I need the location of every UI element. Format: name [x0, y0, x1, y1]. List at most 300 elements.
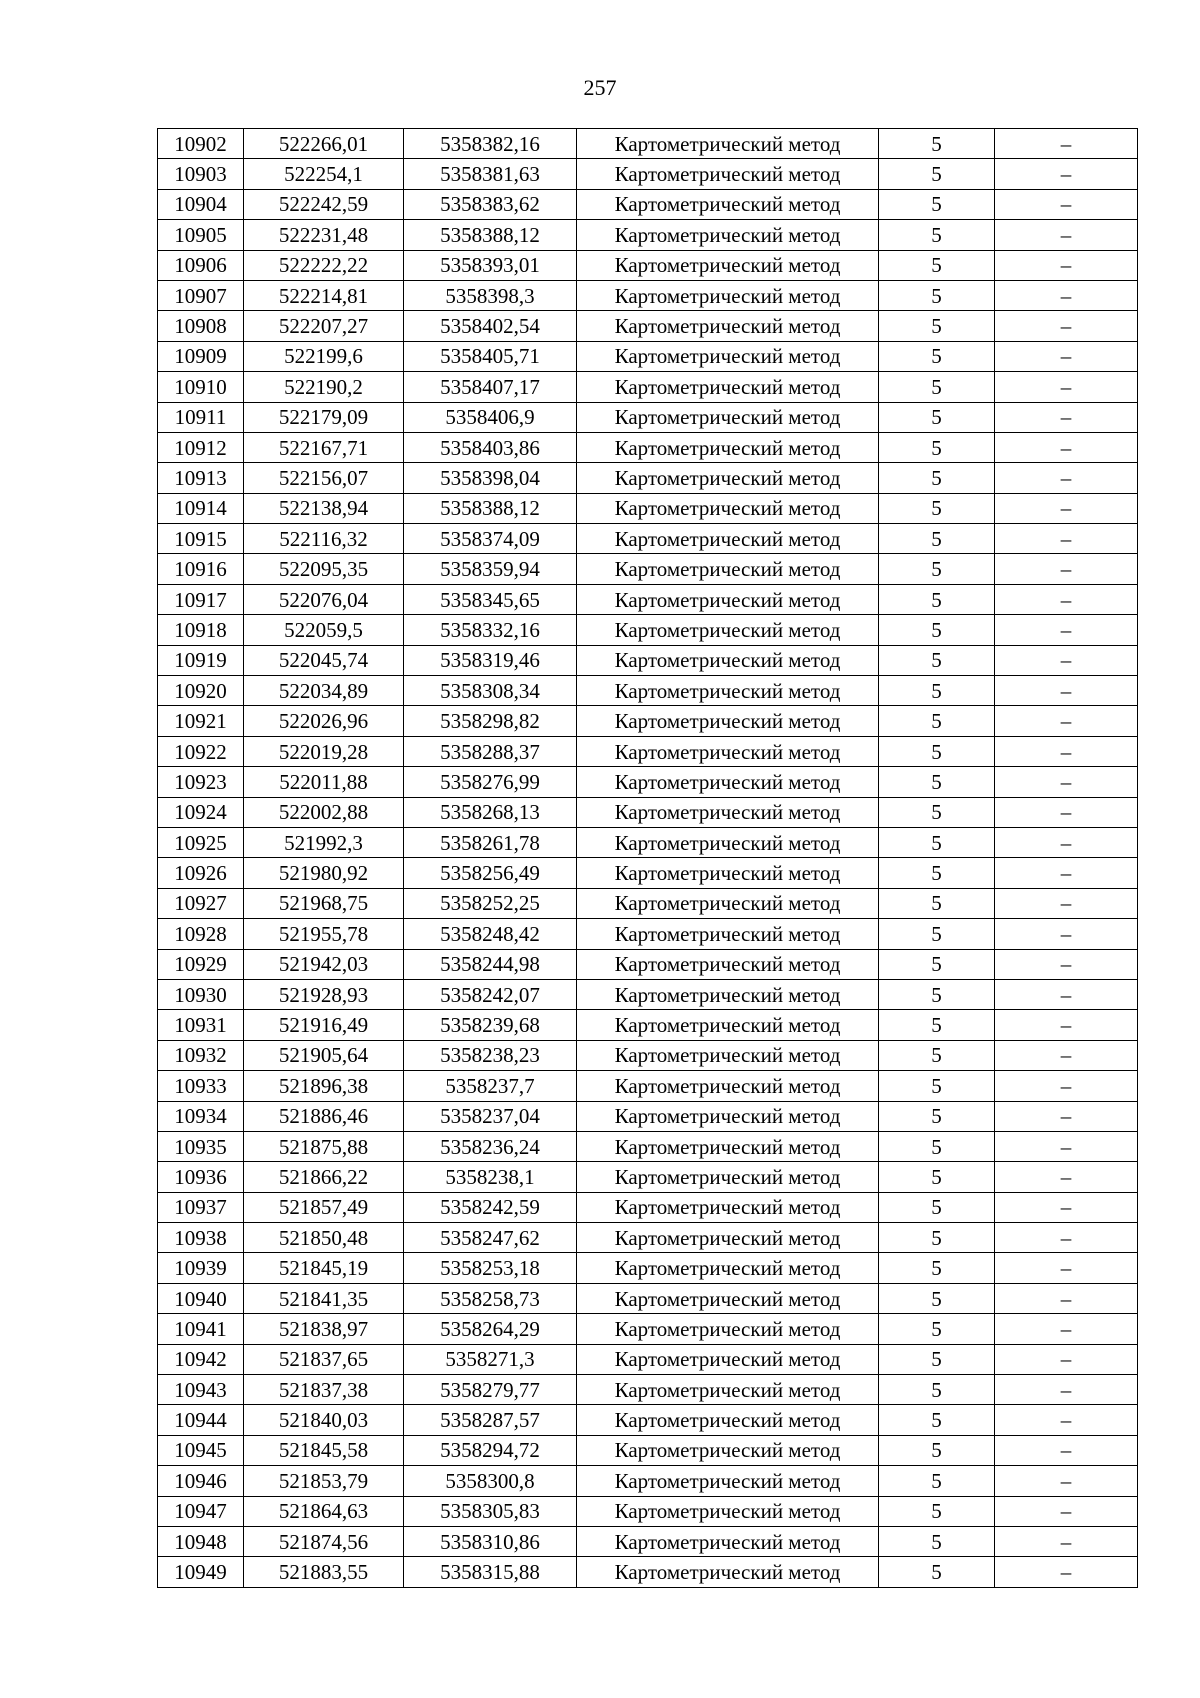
table-row [158, 1405, 1138, 1435]
table-row [158, 949, 1138, 979]
accuracy-cell: 5 [879, 341, 995, 371]
point-number-cell: 10908 [158, 311, 244, 341]
y-coordinate-cell: 5358345,65 [404, 584, 577, 614]
description-cell: – [995, 1223, 1138, 1253]
method-cell: Картометрический метод [577, 1375, 879, 1405]
accuracy-cell: 5 [879, 736, 995, 766]
description-cell: – [995, 676, 1138, 706]
method-cell: Картометрический метод [577, 767, 879, 797]
description-cell: – [995, 189, 1138, 219]
x-coordinate-cell: 522254,1 [244, 159, 404, 189]
y-coordinate-cell: 5358381,63 [404, 159, 577, 189]
table-row [158, 554, 1138, 584]
accuracy-cell: 5 [879, 584, 995, 614]
table-row [158, 615, 1138, 645]
description-cell: – [995, 1283, 1138, 1313]
point-number-cell: 10930 [158, 979, 244, 1009]
method-cell: Картометрический метод [577, 402, 879, 432]
accuracy-cell: 5 [879, 493, 995, 523]
x-coordinate-cell: 521845,58 [244, 1435, 404, 1465]
y-coordinate-cell: 5358298,82 [404, 706, 577, 736]
accuracy-cell: 5 [879, 1526, 995, 1556]
x-coordinate-cell: 522138,94 [244, 493, 404, 523]
description-cell: – [995, 706, 1138, 736]
method-cell: Картометрический метод [577, 1344, 879, 1374]
y-coordinate-cell: 5358308,34 [404, 676, 577, 706]
x-coordinate-cell: 521874,56 [244, 1526, 404, 1556]
table-row [158, 1557, 1138, 1587]
method-cell: Картометрический метод [577, 979, 879, 1009]
point-number-cell: 10947 [158, 1496, 244, 1526]
description-cell: – [995, 1557, 1138, 1587]
table-row [158, 220, 1138, 250]
point-number-cell: 10926 [158, 858, 244, 888]
description-cell: – [995, 159, 1138, 189]
x-coordinate-cell: 521992,3 [244, 827, 404, 857]
method-cell: Картометрический метод [577, 615, 879, 645]
method-cell: Картометрический метод [577, 1496, 879, 1526]
method-cell: Картометрический метод [577, 1040, 879, 1070]
point-number-cell: 10944 [158, 1405, 244, 1435]
method-cell: Картометрический метод [577, 1314, 879, 1344]
point-number-cell: 10924 [158, 797, 244, 827]
description-cell: – [995, 129, 1138, 159]
point-number-cell: 10945 [158, 1435, 244, 1465]
x-coordinate-cell: 522034,89 [244, 676, 404, 706]
method-cell: Картометрический метод [577, 554, 879, 584]
description-cell: – [995, 858, 1138, 888]
table-row [158, 463, 1138, 493]
description-cell: – [995, 1192, 1138, 1222]
description-cell: – [995, 615, 1138, 645]
x-coordinate-cell: 521905,64 [244, 1040, 404, 1070]
y-coordinate-cell: 5358407,17 [404, 372, 577, 402]
table-row [158, 1131, 1138, 1161]
method-cell: Картометрический метод [577, 949, 879, 979]
method-cell: Картометрический метод [577, 341, 879, 371]
point-number-cell: 10904 [158, 189, 244, 219]
point-number-cell: 10937 [158, 1192, 244, 1222]
table-row [158, 493, 1138, 523]
accuracy-cell: 5 [879, 1283, 995, 1313]
table-row [158, 1435, 1138, 1465]
point-number-cell: 10922 [158, 736, 244, 766]
accuracy-cell: 5 [879, 1496, 995, 1526]
point-number-cell: 10914 [158, 493, 244, 523]
y-coordinate-cell: 5358359,94 [404, 554, 577, 584]
table-row [158, 1010, 1138, 1040]
y-coordinate-cell: 5358268,13 [404, 797, 577, 827]
table-row [158, 858, 1138, 888]
accuracy-cell: 5 [879, 615, 995, 645]
point-number-cell: 10919 [158, 645, 244, 675]
accuracy-cell: 5 [879, 524, 995, 554]
method-cell: Картометрический метод [577, 645, 879, 675]
y-coordinate-cell: 5358261,78 [404, 827, 577, 857]
table-row [158, 1223, 1138, 1253]
table-row [158, 280, 1138, 310]
description-cell: – [995, 1526, 1138, 1556]
table-row [158, 341, 1138, 371]
y-coordinate-cell: 5358382,16 [404, 129, 577, 159]
method-cell: Картометрический метод [577, 1405, 879, 1435]
point-number-cell: 10943 [158, 1375, 244, 1405]
x-coordinate-cell: 522011,88 [244, 767, 404, 797]
y-coordinate-cell: 5358238,23 [404, 1040, 577, 1070]
x-coordinate-cell: 522179,09 [244, 402, 404, 432]
accuracy-cell: 5 [879, 432, 995, 462]
y-coordinate-cell: 5358242,59 [404, 1192, 577, 1222]
y-coordinate-cell: 5358264,29 [404, 1314, 577, 1344]
description-cell: – [995, 949, 1138, 979]
accuracy-cell: 5 [879, 554, 995, 584]
y-coordinate-cell: 5358315,88 [404, 1557, 577, 1587]
y-coordinate-cell: 5358398,04 [404, 463, 577, 493]
description-cell: – [995, 919, 1138, 949]
x-coordinate-cell: 522019,28 [244, 736, 404, 766]
description-cell: – [995, 1405, 1138, 1435]
method-cell: Картометрический метод [577, 189, 879, 219]
description-cell: – [995, 402, 1138, 432]
accuracy-cell: 5 [879, 645, 995, 675]
table-row [158, 919, 1138, 949]
x-coordinate-cell: 521875,88 [244, 1131, 404, 1161]
table-row [158, 402, 1138, 432]
x-coordinate-cell: 521883,55 [244, 1557, 404, 1587]
table-row [158, 372, 1138, 402]
y-coordinate-cell: 5358398,3 [404, 280, 577, 310]
y-coordinate-cell: 5358238,1 [404, 1162, 577, 1192]
y-coordinate-cell: 5358305,83 [404, 1496, 577, 1526]
y-coordinate-cell: 5358403,86 [404, 432, 577, 462]
x-coordinate-cell: 521838,97 [244, 1314, 404, 1344]
y-coordinate-cell: 5358237,04 [404, 1101, 577, 1131]
description-cell: – [995, 250, 1138, 280]
point-number-cell: 10917 [158, 584, 244, 614]
method-cell: Картометрический метод [577, 827, 879, 857]
description-cell: – [995, 1040, 1138, 1070]
point-number-cell: 10903 [158, 159, 244, 189]
x-coordinate-cell: 522116,32 [244, 524, 404, 554]
accuracy-cell: 5 [879, 1557, 995, 1587]
point-number-cell: 10938 [158, 1223, 244, 1253]
accuracy-cell: 5 [879, 1405, 995, 1435]
table-row [158, 645, 1138, 675]
table-row [158, 767, 1138, 797]
y-coordinate-cell: 5358388,12 [404, 220, 577, 250]
x-coordinate-cell: 521942,03 [244, 949, 404, 979]
description-cell: – [995, 1131, 1138, 1161]
method-cell: Картометрический метод [577, 463, 879, 493]
y-coordinate-cell: 5358279,77 [404, 1375, 577, 1405]
accuracy-cell: 5 [879, 463, 995, 493]
x-coordinate-cell: 521980,92 [244, 858, 404, 888]
table-row [158, 1526, 1138, 1556]
x-coordinate-cell: 521866,22 [244, 1162, 404, 1192]
method-cell: Картометрический метод [577, 432, 879, 462]
y-coordinate-cell: 5358242,07 [404, 979, 577, 1009]
x-coordinate-cell: 521968,75 [244, 888, 404, 918]
y-coordinate-cell: 5358256,49 [404, 858, 577, 888]
table-row [158, 1375, 1138, 1405]
accuracy-cell: 5 [879, 311, 995, 341]
y-coordinate-cell: 5358393,01 [404, 250, 577, 280]
x-coordinate-cell: 522002,88 [244, 797, 404, 827]
x-coordinate-cell: 522214,81 [244, 280, 404, 310]
x-coordinate-cell: 521864,63 [244, 1496, 404, 1526]
table-row [158, 676, 1138, 706]
table-row [158, 1192, 1138, 1222]
method-cell: Картометрический метод [577, 493, 879, 523]
method-cell: Картометрический метод [577, 1253, 879, 1283]
x-coordinate-cell: 522156,07 [244, 463, 404, 493]
point-number-cell: 10932 [158, 1040, 244, 1070]
description-cell: – [995, 645, 1138, 675]
table-row [158, 1466, 1138, 1496]
method-cell: Картометрический метод [577, 1192, 879, 1222]
x-coordinate-cell: 522045,74 [244, 645, 404, 675]
table-row [158, 432, 1138, 462]
point-number-cell: 10921 [158, 706, 244, 736]
description-cell: – [995, 554, 1138, 584]
description-cell: – [995, 1071, 1138, 1101]
point-number-cell: 10942 [158, 1344, 244, 1374]
description-cell: – [995, 280, 1138, 310]
method-cell: Картометрический метод [577, 858, 879, 888]
description-cell: – [995, 220, 1138, 250]
point-number-cell: 10905 [158, 220, 244, 250]
point-number-cell: 10929 [158, 949, 244, 979]
y-coordinate-cell: 5358253,18 [404, 1253, 577, 1283]
table-row [158, 1071, 1138, 1101]
method-cell: Картометрический метод [577, 1557, 879, 1587]
accuracy-cell: 5 [879, 797, 995, 827]
table-row [158, 129, 1138, 159]
description-cell: – [995, 1466, 1138, 1496]
accuracy-cell: 5 [879, 979, 995, 1009]
table-row [158, 1314, 1138, 1344]
y-coordinate-cell: 5358252,25 [404, 888, 577, 918]
description-cell: – [995, 1314, 1138, 1344]
point-number-cell: 10927 [158, 888, 244, 918]
y-coordinate-cell: 5358319,46 [404, 645, 577, 675]
point-number-cell: 10933 [158, 1071, 244, 1101]
x-coordinate-cell: 521928,93 [244, 979, 404, 1009]
x-coordinate-cell: 521886,46 [244, 1101, 404, 1131]
point-number-cell: 10939 [158, 1253, 244, 1283]
point-number-cell: 10946 [158, 1466, 244, 1496]
y-coordinate-cell: 5358247,62 [404, 1223, 577, 1253]
method-cell: Картометрический метод [577, 1162, 879, 1192]
point-number-cell: 10935 [158, 1131, 244, 1161]
description-cell: – [995, 432, 1138, 462]
accuracy-cell: 5 [879, 1192, 995, 1222]
y-coordinate-cell: 5358258,73 [404, 1283, 577, 1313]
accuracy-cell: 5 [879, 1253, 995, 1283]
point-number-cell: 10928 [158, 919, 244, 949]
y-coordinate-cell: 5358383,62 [404, 189, 577, 219]
description-cell: – [995, 584, 1138, 614]
accuracy-cell: 5 [879, 919, 995, 949]
table-row [158, 797, 1138, 827]
accuracy-cell: 5 [879, 372, 995, 402]
method-cell: Картометрический метод [577, 919, 879, 949]
accuracy-cell: 5 [879, 767, 995, 797]
y-coordinate-cell: 5358388,12 [404, 493, 577, 523]
point-number-cell: 10915 [158, 524, 244, 554]
table-row [158, 584, 1138, 614]
description-cell: – [995, 827, 1138, 857]
point-number-cell: 10907 [158, 280, 244, 310]
accuracy-cell: 5 [879, 220, 995, 250]
y-coordinate-cell: 5358236,24 [404, 1131, 577, 1161]
x-coordinate-cell: 522076,04 [244, 584, 404, 614]
x-coordinate-cell: 521853,79 [244, 1466, 404, 1496]
x-coordinate-cell: 521840,03 [244, 1405, 404, 1435]
accuracy-cell: 5 [879, 250, 995, 280]
accuracy-cell: 5 [879, 1344, 995, 1374]
table-row [158, 979, 1138, 1009]
y-coordinate-cell: 5358374,09 [404, 524, 577, 554]
point-number-cell: 10916 [158, 554, 244, 584]
description-cell: – [995, 463, 1138, 493]
point-number-cell: 10906 [158, 250, 244, 280]
point-number-cell: 10941 [158, 1314, 244, 1344]
point-number-cell: 10918 [158, 615, 244, 645]
accuracy-cell: 5 [879, 827, 995, 857]
accuracy-cell: 5 [879, 1314, 995, 1344]
x-coordinate-cell: 521857,49 [244, 1192, 404, 1222]
point-number-cell: 10909 [158, 341, 244, 371]
table-row [158, 1344, 1138, 1374]
method-cell: Картометрический метод [577, 1131, 879, 1161]
description-cell: – [995, 797, 1138, 827]
x-coordinate-cell: 521837,65 [244, 1344, 404, 1374]
table-row [158, 1496, 1138, 1526]
description-cell: – [995, 341, 1138, 371]
x-coordinate-cell: 522199,6 [244, 341, 404, 371]
method-cell: Картометрический метод [577, 372, 879, 402]
accuracy-cell: 5 [879, 888, 995, 918]
point-number-cell: 10910 [158, 372, 244, 402]
table-row [158, 1040, 1138, 1070]
accuracy-cell: 5 [879, 1010, 995, 1040]
description-cell: – [995, 1253, 1138, 1283]
accuracy-cell: 5 [879, 1131, 995, 1161]
y-coordinate-cell: 5358288,37 [404, 736, 577, 766]
y-coordinate-cell: 5358332,16 [404, 615, 577, 645]
description-cell: – [995, 736, 1138, 766]
method-cell: Картометрический метод [577, 250, 879, 280]
point-number-cell: 10949 [158, 1557, 244, 1587]
method-cell: Картометрический метод [577, 1071, 879, 1101]
point-number-cell: 10920 [158, 676, 244, 706]
description-cell: – [995, 888, 1138, 918]
point-number-cell: 10948 [158, 1526, 244, 1556]
description-cell: – [995, 311, 1138, 341]
point-number-cell: 10931 [158, 1010, 244, 1040]
accuracy-cell: 5 [879, 858, 995, 888]
x-coordinate-cell: 521841,35 [244, 1283, 404, 1313]
accuracy-cell: 5 [879, 706, 995, 736]
point-number-cell: 10911 [158, 402, 244, 432]
x-coordinate-cell: 521896,38 [244, 1071, 404, 1101]
table-row [158, 189, 1138, 219]
y-coordinate-cell: 5358294,72 [404, 1435, 577, 1465]
x-coordinate-cell: 522190,2 [244, 372, 404, 402]
table-row [158, 706, 1138, 736]
description-cell: – [995, 1162, 1138, 1192]
accuracy-cell: 5 [879, 402, 995, 432]
x-coordinate-cell: 521845,19 [244, 1253, 404, 1283]
table-row [158, 1101, 1138, 1131]
method-cell: Картометрический метод [577, 797, 879, 827]
x-coordinate-cell: 521955,78 [244, 919, 404, 949]
method-cell: Картометрический метод [577, 736, 879, 766]
x-coordinate-cell: 522266,01 [244, 129, 404, 159]
y-coordinate-cell: 5358402,54 [404, 311, 577, 341]
x-coordinate-cell: 522207,27 [244, 311, 404, 341]
x-coordinate-cell: 521916,49 [244, 1010, 404, 1040]
point-number-cell: 10902 [158, 129, 244, 159]
accuracy-cell: 5 [879, 676, 995, 706]
accuracy-cell: 5 [879, 129, 995, 159]
table-row [158, 159, 1138, 189]
table-row [158, 1162, 1138, 1192]
x-coordinate-cell: 522242,59 [244, 189, 404, 219]
accuracy-cell: 5 [879, 949, 995, 979]
description-cell: – [995, 493, 1138, 523]
point-number-cell: 10912 [158, 432, 244, 462]
accuracy-cell: 5 [879, 280, 995, 310]
method-cell: Картометрический метод [577, 1101, 879, 1131]
point-number-cell: 10936 [158, 1162, 244, 1192]
description-cell: – [995, 1435, 1138, 1465]
description-cell: – [995, 372, 1138, 402]
point-number-cell: 10925 [158, 827, 244, 857]
x-coordinate-cell: 522095,35 [244, 554, 404, 584]
description-cell: – [995, 1344, 1138, 1374]
point-number-cell: 10923 [158, 767, 244, 797]
method-cell: Картометрический метод [577, 280, 879, 310]
description-cell: – [995, 979, 1138, 1009]
accuracy-cell: 5 [879, 1101, 995, 1131]
accuracy-cell: 5 [879, 1040, 995, 1070]
x-coordinate-cell: 522167,71 [244, 432, 404, 462]
y-coordinate-cell: 5358287,57 [404, 1405, 577, 1435]
accuracy-cell: 5 [879, 1162, 995, 1192]
y-coordinate-cell: 5358244,98 [404, 949, 577, 979]
method-cell: Картометрический метод [577, 129, 879, 159]
point-number-cell: 10940 [158, 1283, 244, 1313]
x-coordinate-cell: 522059,5 [244, 615, 404, 645]
coordinates-table-body [158, 129, 1138, 1588]
accuracy-cell: 5 [879, 1223, 995, 1253]
table-row [158, 1283, 1138, 1313]
x-coordinate-cell: 521850,48 [244, 1223, 404, 1253]
table-row [158, 250, 1138, 280]
y-coordinate-cell: 5358406,9 [404, 402, 577, 432]
x-coordinate-cell: 522231,48 [244, 220, 404, 250]
accuracy-cell: 5 [879, 1375, 995, 1405]
page-number: 257 [583, 75, 617, 100]
method-cell: Картометрический метод [577, 706, 879, 736]
method-cell: Картометрический метод [577, 220, 879, 250]
method-cell: Картометрический метод [577, 524, 879, 554]
y-coordinate-cell: 5358239,68 [404, 1010, 577, 1040]
table-row [158, 1253, 1138, 1283]
accuracy-cell: 5 [879, 1071, 995, 1101]
